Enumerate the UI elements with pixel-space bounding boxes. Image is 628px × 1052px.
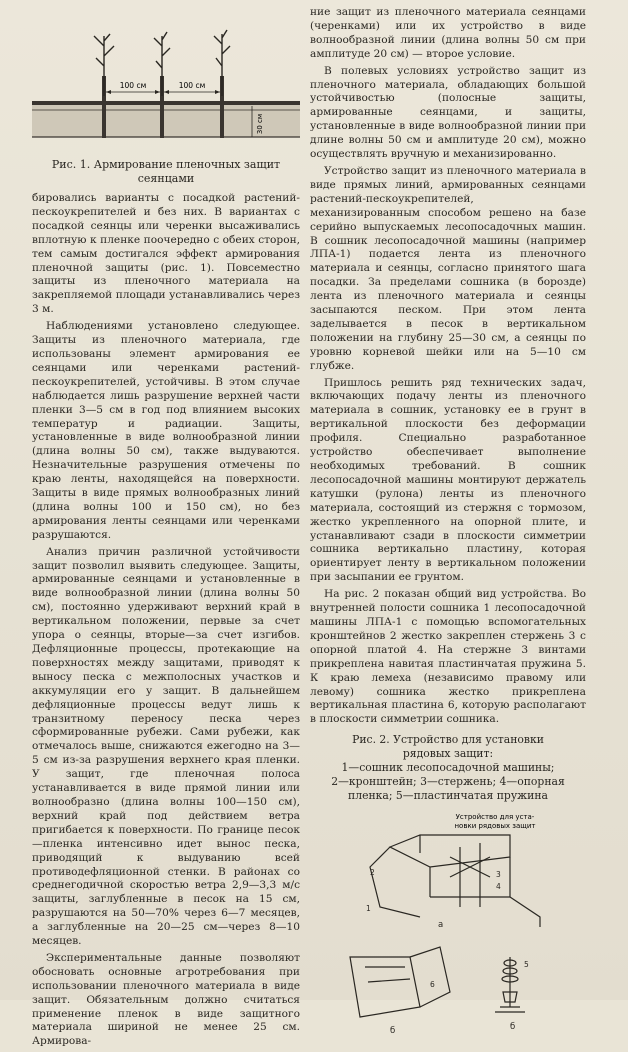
figure-2-caption-line-1: Рис. 2. Устройство для установки [352,733,544,747]
label-number-5: 5 [524,960,529,970]
right-paragraph-1: ние защит из пленочного материала сеянцами (черенками) или их устройство в виде волнообразной линии (длина волны 50 см при амплитуде 20 см) — второе условие. [310,6,586,60]
label-number-4: 4 [496,882,501,892]
figure-1-caption: Рис. 1. Армирование пленочных защит сеянцами [51,158,281,185]
right-paragraph-2: В полевых условиях устройство защит из пленочного материала, обладающих большой устойчивостью (полосные защиты, армированные сеянцами, и защиты, установленные в виде волнообразной линии при длине волны 50 см и амплитуде 20 см), можно осуществлять вручную и механизированно. [310,64,586,161]
figure-2-caption [310,733,586,803]
right-paragraph-5: На рис. 2 показан общий вид устройства. Во внутренней полости сошника 1 лесопосадочной машины ЛПА-1 с помощью вспомогательных кронштейнов 2 жестко закреплен стержень 3 с опорной платой 4. На стержне 3 винтами прикреплена навитая пластинчатая пружина 5. К краю лемеха (независимо правому или левому) сошника жестко прикреплена вертикальная пластина 6, которую располагают в плоскости симметрии сошника. [310,588,586,726]
figure-1 [32,6,300,156]
left-column [32,6,300,1052]
label-number-3: 3 [496,870,501,880]
inset-title-line-1: Устройство для уста- [455,813,535,822]
left-paragraph-1: бировались варианты с посадкой растений-пескоукрепителей и без них. В вариантах с посадкой сеянцы или черенки высаживались вплотную к пленке поочередно с обеих сторон, тем самым достигался эффект армирования пленочной защиты (рис. 1). Повсеместно защиты из пленочного материала на закрепляемой площади устанавливались через 3 м. [32,192,300,316]
figure-1-drawing [32,6,300,156]
figure-2 [310,807,586,1039]
label-v: б [510,1022,516,1033]
left-paragraph-3: Анализ причин различной устойчивости защит позволил выявить следующее. Защиты, армированные сеянцами и установленные в виде волнообразной линии (длина волны 50 см), постоянно удерживают верхний край в вертикальном положении, первые за счет упора о сеянцы, вторые—за счет изгибов. Дефляционные процессы, протекающие на поверхностях между защитами, приводят к выносу песка с межполосных участков и аккумуляции его у защит. В дальнейшем дефляционные процессы ведут лишь к транзитному переносу песка через сформированные рубежи. Сами рубежи, как отмечалось выше, снижаются ежегодно на 3—5 см из-за разрушения верхнего края пленки. У защит, где пленочная полоса устанавливается в виде прямой линии или волнообразно (длина волны 100—150 см), верхний край под действием ветра пригибается к поверхности. По границе песок—пленка интенсивно идет вынос песка, приводящий к выдуванию всей противодефляционной стенки. В районах со среднегодичной скоростью ветра 2,9—3,3 м/с защиты, заглубленные в песок на 15 см, разрушаются на 50—70% через 6—7 месяцев, а заглубленные на 20—25 см—через 8—10 месяцев. [32,545,300,948]
label-number-1: 1 [366,904,371,914]
dim-depth-label: 30 см [256,113,264,135]
label-b: б [390,1026,396,1037]
figure-2-caption-line-3: 1—сошник лесопосадочной машины; [341,761,555,775]
label-number-6: 6 [430,980,435,990]
figure-2-drawing [310,807,586,1039]
inset-title-line-2: новки рядовых защит [454,822,536,831]
dim-right-label: 100 см [178,81,206,90]
right-column [310,6,586,1039]
figure-2-caption-line-2: рядовых защит: [402,747,494,761]
left-paragraph-4: Экспериментальные данные позволяют обосновать основные агротребования при использовании пленочного материала в виде защит. Обязательным должно считаться применение пленок в виде защитного материала шириной не менее 25 см. Армирова- [32,951,300,1048]
right-paragraph-3: Устройство защит из пленочного материала в виде прямых линий, армированных сеянцами растений-пескоукрепителей, механизированным способом решено на базе серийно выпускаемых лесопосадочных машин. В сошник лесопосадочной машины (например ЛПА-1) подается лента из пленочного материала и сеянцы, согласно принятого шага посадки. За пределами сошника (в борозде) лента из пленочного материала и сеянцы засыпаются песком. При этом лента заделывается в песок в вертикальном положении на глубину 25—30 см, а сеянцы по уровню корневой шейки или на 5—10 см глубже. [310,164,586,372]
figure-2-caption-line-4: 2—кронштейн; 3—стержень; 4—опорная пленка; 5—пластинчатая пружина [331,775,565,803]
label-a: а [438,920,444,931]
right-paragraph-4: Пришлось решить ряд технических задач, включающих подачу ленты из пленочного материала в сошник, установку ее в грунт в вертикальной плоскости без деформации профиля. Специально разработанное устройство обеспечивает выполнение необходимых требований. В сошник лесопосадочной машины монтируют держатель катушки (рулона) ленты из пленочного материала, состоящий из стержня с тормозом, жестко укрепленного на опорной плите, и устанавливают сзади в плоскости симметрии сошника вертикально пластину, которая ориентирует ленту в вертикальном положении при засыпании ее грунтом. [310,376,586,584]
left-paragraph-2: Наблюдениями установлено следующее. Защиты из пленочного материала, где использованы элемент армирования ее сеянцами или черенками растений-пескоукрепителей, устойчивы. В этом случае наблюдается лишь разрушение верхней части пленки 3—5 см в год под влиянием высоких температур и радиации. Защиты, установленные в виде волнообразной линии (длина волны 50 см), также выдуваются. Незначительные разрушения отмечены по краю ленты, находящейся на поверхности. Защиты в виде прямых волнообразных линий (длина волны 100 и 150 см), но без армирования ленты сеянцами или черенками разрушаются. [32,320,300,541]
label-number-2: 2 [370,868,375,878]
dim-left-label: 100 см [119,81,147,90]
